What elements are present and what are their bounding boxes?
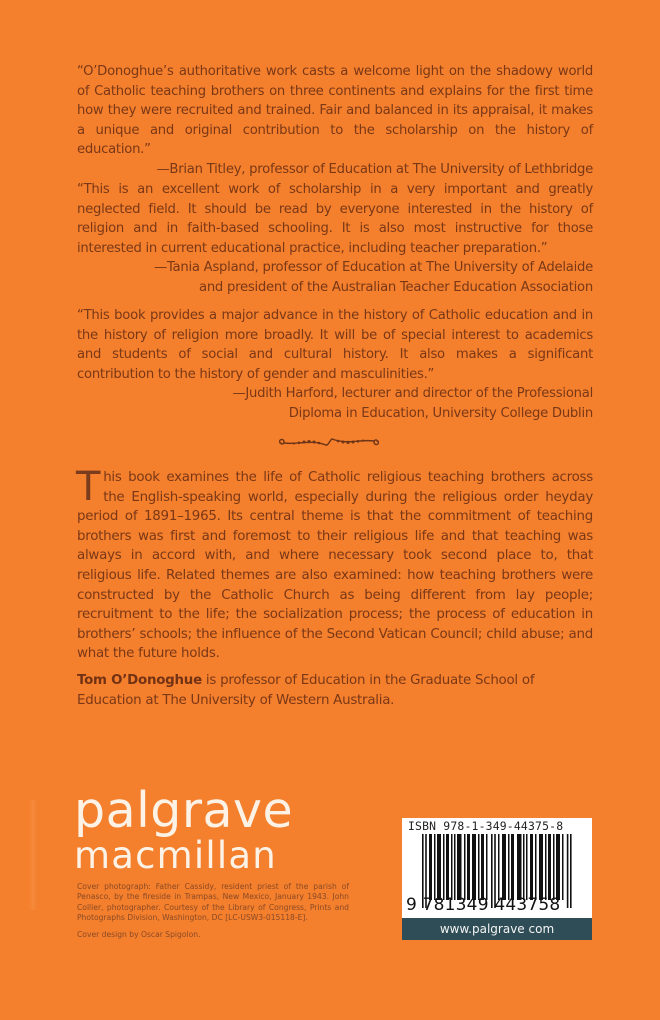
isbn-barcode (402, 818, 592, 940)
cover-credits (77, 882, 349, 940)
publisher-logo (74, 782, 294, 877)
logo-line-palgrave: palgrave (74, 782, 294, 839)
book-description (76, 464, 593, 664)
review-quote-2 (77, 180, 593, 298)
author-name: Tom O’Donoghue (77, 673, 202, 688)
author-bio (77, 671, 593, 710)
quote-attribution: —Judith Harford, lecturer and director of the Professional (232, 386, 593, 402)
description-text: his book examines the life of Catholic religious teaching brothers across the English-speaking world, especially during the religious order heyday period of 1891–1965. Its central theme is that the commitment of teaching brothers was first and foremost to their religious life and that teaching was always in accord with, and where necessary took second place to, that religious life. Related themes are also examined: how teaching brothers were constructed by the Catholic Church as being different from lay people; recruitment to the life; the socialization process; the process of education in brothers’ schools; the influence of the Second Vatican Council; child abuse; and what the future holds. (77, 470, 593, 662)
quote-attribution-line2: and president of the Australian Teacher Education Association (198, 279, 593, 295)
logo-line-macmillan: macmillan (74, 834, 277, 877)
quote-text: “This book provides a major advance in the history of Catholic education and in the history of religion more broadly. It will be of special interest to academics and students of social and cultural history. It also makes a significant contribution to the history of gender and masculinities.” (77, 308, 593, 382)
quote-attribution: —Brian Titley, professor of Education at The University of Lethbridge (156, 161, 593, 177)
flourish-ornament-icon (276, 433, 382, 451)
photo-credit: Cover photograph: Father Cassidy, resident priest of the parish of Penasco, by the fireside in Trampas, New Mexico, January 1943. John Collier, photographer. Courtesy of the Library of Congress, Prints and Photographs Division, Washington, DC [LC-USW3-015118-E]. (77, 882, 349, 923)
author-bio-text: is professor of Education in the Graduate School of Education at The University of Western Australia. (77, 673, 535, 708)
barcode-digits: 9 781349 443758 (406, 895, 561, 915)
review-quote-1 (77, 62, 593, 180)
spine-shadow (28, 800, 38, 910)
review-quote-3 (77, 306, 593, 424)
design-credit: Cover design by Oscar Spigolon. (77, 929, 201, 939)
quote-text: “O’Donoghue’s authoritative work casts a welcome light on the shadowy world of Catholic teaching brothers on three continents and explains for the first time how they were recruited and trained. Fair and balanced in its appraisal, it makes a unique and original contribution to the scholarship on the history of education.” (77, 64, 593, 158)
quote-attribution-line2: Diploma in Education, University College Dublin (288, 405, 593, 421)
isbn-label: ISBN 978-1-349-44375-8 (408, 819, 564, 833)
quote-attribution: —Tania Aspland, professor of Education at The University of Adelaide (153, 260, 593, 276)
drop-cap: T (76, 464, 101, 510)
publisher-url: www.palgrave com (402, 918, 592, 940)
quote-text: “This is an excellent work of scholarship in a very important and greatly neglected field. It should be read by everyone interested in the history of religion and in faith-based schooling. It is also most instructive for those interested in current educational practice, including teacher preparation.” (77, 182, 593, 256)
